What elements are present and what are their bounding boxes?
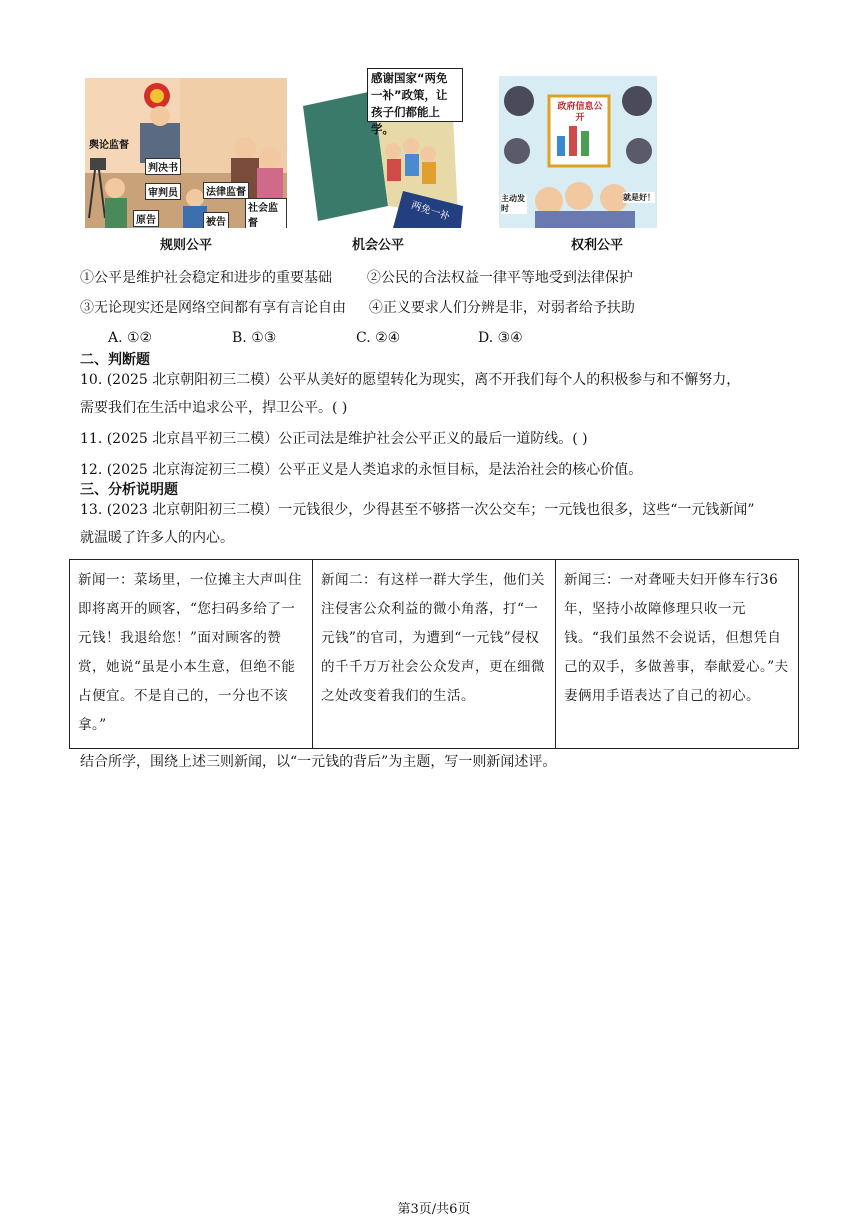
option-b[interactable]: B. ①③ xyxy=(232,330,277,346)
board-title: 政府信息公开 xyxy=(557,102,603,123)
illustration-rule-fairness xyxy=(85,78,287,228)
question-11: 11. (2025 北京昌平初三二模）公正司法是维护社会公平正义的最后一道防线。( ) xyxy=(80,431,588,447)
right-bubble: 就是好！ xyxy=(623,193,655,202)
table-row xyxy=(70,560,799,749)
book-label: 两免一补 xyxy=(409,199,452,223)
question-13-line-2: 就温暖了许多人的内心。 xyxy=(80,530,234,546)
caption-opportunity-fairness: 机会公平 xyxy=(351,238,404,253)
left-bubble: 主动发时 xyxy=(501,194,525,213)
illustration-rights-fairness xyxy=(499,76,657,228)
statement-1: ①公平是维护社会稳定和进步的重要基础 xyxy=(80,270,332,286)
option-c[interactable]: C. ②④ xyxy=(356,330,401,346)
caption-rule-fairness: 规则公平 xyxy=(159,238,212,253)
question-12: 12. (2025 北京海淀初三二模）公平正义是人类追求的永恒目标，是法治社会的核心价值。 xyxy=(80,462,643,478)
caption-rights-fairness: 权利公平 xyxy=(570,238,623,253)
news-table xyxy=(69,559,799,749)
section-title-analysis: 三、分析说明题 xyxy=(80,482,178,498)
label-defendant: 被告 xyxy=(203,212,229,228)
label-social-supervision: 社会监督 xyxy=(245,198,287,228)
label-judge: 审判员 xyxy=(145,183,181,200)
section-title-true-false: 二、判断题 xyxy=(80,352,150,368)
question-13-instruction: 结合所学，围绕上述三则新闻，以“一元钱的背后”为主题，写一则新闻述评。 xyxy=(80,754,557,770)
news-cell-1: 新闻一：菜场里，一位摊主大声叫住即将离开的顾客，“您扫码多给了一元钱！我退给您！”面对顾客的赞赏，她说“虽是小本生意，但绝不能占便宜。不是自己的，一分也不该拿。” xyxy=(70,560,313,749)
label-verdict: 判决书 xyxy=(145,158,181,175)
option-a[interactable]: A. ①② xyxy=(108,330,153,346)
statement-3: ③无论现实还是网络空间都有享有言论自由 xyxy=(80,300,346,316)
label-plaintiff: 原告 xyxy=(133,210,159,227)
statement-row-1 xyxy=(80,268,633,288)
statement-row-2 xyxy=(80,298,635,318)
statement-4: ④正义要求人们分辨是非，对弱者给予扶助 xyxy=(368,300,635,316)
question-10-line-1: 10. (2025 北京朝阳初三二模）公平从美好的愿望转化为现实，离不开我们每个人的积极参与和不懈努力， xyxy=(80,372,741,388)
news-cell-3: 新闻三：一对聋哑夫妇开修车行36年，坚持小故障修理只收一元钱。“我们虽然不会说话，但想凭自己的双手，多做善事，奉献爱心。”夫妻俩用手语表达了自己的初心。 xyxy=(556,560,799,749)
statement-2: ②公民的合法权益一律平等地受到法律保护 xyxy=(366,270,633,286)
label-legal-supervision: 法律监督 xyxy=(203,182,249,199)
page-footer: 第3页/共6页 xyxy=(397,1202,471,1217)
speech-bubble: 感谢国家“两免一补”政策，让孩子们都能上学。 xyxy=(367,68,463,122)
option-d[interactable]: D. ③④ xyxy=(478,330,523,346)
question-10-line-2: 需要我们在生活中追求公平，捍卫公平。( ) xyxy=(80,400,348,416)
label-public-opinion: 舆论监督 xyxy=(89,140,129,151)
illustration-opportunity-fairness xyxy=(293,66,465,228)
question-13-line-1: 13. (2023 北京朝阳初三二模）一元钱很少，少得甚至不够搭一次公交车；一元钱也很多，这些“一元钱新闻” xyxy=(80,502,755,518)
news-cell-2: 新闻二：有这样一群大学生，他们关注侵害公众利益的微小角落，打“一元钱”的官司，为遭到“一元钱”侵权的千千万万社会公众发声，更在细微之处改变着我们的生活。 xyxy=(313,560,556,749)
